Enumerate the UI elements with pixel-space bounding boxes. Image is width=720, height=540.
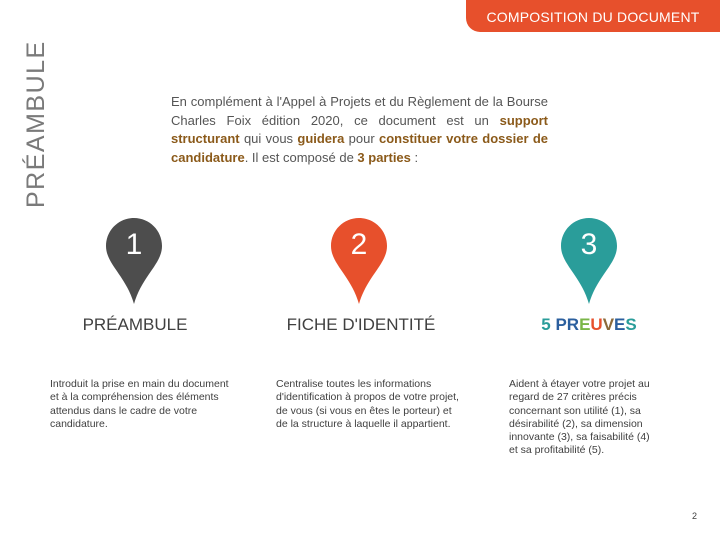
column-title-fiche-identite: FICHE D'IDENTITÉ <box>286 315 436 334</box>
pin-marker-1 <box>104 216 164 306</box>
column-description-preambule: Introduit la prise en main du document et à la compréhension des éléments attendus dans le cadre de votre candidature. <box>50 378 229 430</box>
pin-number: 2 <box>350 228 368 261</box>
intro-text: . Il est composé de <box>244 149 358 165</box>
column-title-preambule: PRÉAMBULE <box>82 315 188 334</box>
title-letter: R <box>566 315 580 334</box>
section-side-title: PRÉAMBULE <box>22 40 50 208</box>
title-letter: E <box>614 315 626 334</box>
title-letter: E <box>579 315 591 334</box>
page-number: 2 <box>692 511 698 521</box>
title-letter: V <box>602 315 615 334</box>
intro-highlight: 3 parties <box>357 149 411 165</box>
intro-highlight: support structurant <box>171 112 548 146</box>
header-title: COMPOSITION DU DOCUMENT <box>486 9 700 25</box>
pin-marker-3 <box>559 216 619 306</box>
intro-text: pour <box>344 131 379 146</box>
title-letter: 5 <box>541 315 551 334</box>
column-description-5-preuves: Aident à étayer votre projet au regard de 27 critères précis concernant son utilité (1), sa désirabilité (2), sa dimension innovante (3), sa faisabilité (4) et sa profitabilité (5). <box>509 378 650 457</box>
intro-text: : <box>410 149 419 165</box>
title-letter: U <box>590 315 603 334</box>
title-letter: S <box>625 315 637 334</box>
header-tab <box>466 0 720 32</box>
title-letter: P <box>555 315 567 334</box>
pin-number: 3 <box>580 228 598 261</box>
intro-highlight: constituer votre dossier de candidature <box>171 131 548 165</box>
column-title-5-preuves <box>494 314 684 336</box>
intro-text: En complément à l'Appel à Projets et du Règlement de la Bourse Charles Foix édition 2020, ce document est un <box>171 94 548 128</box>
pin-marker-2 <box>329 216 389 306</box>
column-description-fiche-identite: Centralise toutes les informations d'identification à propos de votre projet, de vous (si vous en êtes le porteur) et de la structure à laquelle il appartient. <box>276 378 459 430</box>
intro-highlight: guidera <box>297 131 345 146</box>
intro-paragraph <box>171 93 548 167</box>
intro-text: qui vous <box>239 131 298 146</box>
pin-number: 1 <box>125 228 143 261</box>
